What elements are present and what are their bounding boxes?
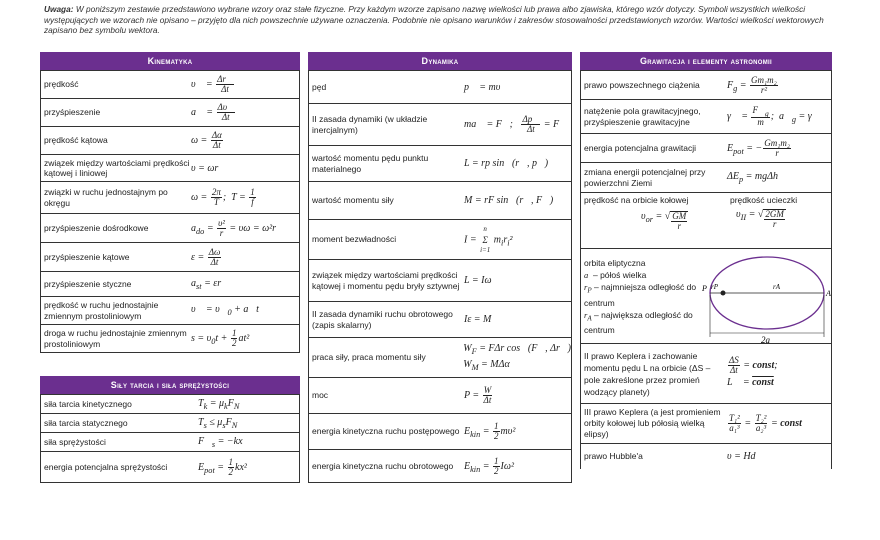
row-label: pęd	[312, 81, 327, 92]
tarcie-section	[40, 376, 300, 483]
table-row	[581, 343, 831, 403]
const-2: const	[752, 377, 774, 388]
formula-kinetic-friction: $T_k = \mu_kF_N$	[198, 397, 240, 411]
grawitacja-header: Grawitacja i elementy astronomii	[580, 52, 832, 70]
label-2a: 2a	[761, 335, 770, 345]
row-label: prędkość kątowa	[44, 135, 108, 146]
kinematyka-section	[40, 52, 300, 353]
row-label: związek między wartościami prędkości kątowej i liniowej	[44, 157, 190, 178]
table-row	[41, 213, 299, 242]
table-row	[41, 154, 299, 181]
formula-orbital-velocity: $\upsilon_{or}$ = √ $\frac{GM}{r}$	[641, 211, 687, 231]
legend-rp: $r_P$ – najmniejsza odległość do centrum	[584, 282, 697, 308]
table-row	[581, 70, 831, 99]
formula-rotational-second-law: Iε = M	[464, 314, 492, 325]
table-row	[309, 337, 571, 377]
table-row	[41, 242, 299, 271]
legend-a: a – półoś wielka	[584, 270, 647, 280]
table-row	[41, 324, 299, 352]
table-row	[41, 181, 299, 213]
row-label: energia kinetyczna ruchu postępowego	[312, 426, 460, 437]
formula-torque: M = rF sin∢(r⃗, F⃗)	[464, 195, 554, 206]
row-label: II zasada dynamiki (w układzie inercjalnym)	[312, 114, 428, 135]
ellipse-diagram	[703, 251, 831, 345]
row-label: prędkość w ruchu jednostajnie zmiennym prostoliniowym	[44, 300, 159, 321]
formula-kepler-2: $\frac{\Delta S}{\Delta t}$ = const; L⃗ = const	[727, 355, 778, 388]
legend-rp-desc: – najmniejsza odległość do centrum	[584, 282, 697, 308]
table-row	[41, 394, 299, 413]
grawitacja-section	[580, 52, 832, 469]
table-row	[309, 301, 571, 337]
table-row	[309, 259, 571, 301]
table-row	[41, 451, 299, 482]
table-row	[309, 377, 571, 413]
legend-a-desc: – półoś wielka	[592, 270, 647, 280]
label-P: P	[702, 284, 707, 293]
formula-angular-momentum: L = rp sin∢(r⃗, p⃗)	[464, 158, 549, 169]
row-label: przyśpieszenie styczne	[44, 278, 132, 289]
formula-newton-second: ma⃗ = F⃗; $\frac{\Delta p⃗}{\Delta t}$ = F⃗	[464, 114, 567, 134]
table-row	[41, 413, 299, 432]
note-text: W poniższym zestawie przedstawiono wybrane wzory oraz stałe fizyczne. Przy każdym wzorze zapisano nazwę wielkości lub prawa albo zjawiska, którego wzór dotyczy. Symboli wszystkich wielkości występujących we wzorach nie opisano – przyjęto dla nich powszechnie używane oznaczenia. Podobnie nie opisano warunków i zakresów stosowalności przedstawionych wzorów. Wartości wielkości wektorowych zapisano bez symbolu wektora.	[44, 4, 824, 36]
formula-centripetal: $a_{do}$ = $\frac{\text{υ²}}{r}$ = υω = ω²r	[191, 217, 277, 238]
formula-velocity: υ⃗ = $\frac{\Delta r⃗}{\Delta t}$	[191, 74, 233, 94]
table-row	[41, 98, 299, 126]
row-label: energia kinetyczna ruchu obrotowego	[312, 460, 454, 471]
row-label: II zasada dynamiki ruchu obrotowego (zapis skalarny)	[312, 309, 453, 330]
label-A: A	[826, 289, 831, 298]
formula-angular-velocity: ω = $\frac{\Delta\alpha}{\Delta t}$	[191, 130, 222, 150]
row-label: prędkość	[44, 79, 79, 90]
formula-field-strength: γ⃗ = $\frac{F⃗_g}{m}$ ; $a⃗_g$ = γ⃗	[727, 104, 820, 128]
formula-hubble: υ = Hd	[727, 451, 756, 462]
tarcie-table	[40, 394, 300, 483]
dynamika-header: Dynamika	[308, 52, 572, 70]
formula-moment-of-inertia: I = n Σ i=1 $m_ir_i^2$	[464, 224, 513, 254]
formula-static-friction: $T_s \le \mu_sF_N$	[198, 416, 238, 430]
kinematyka-header: Kinematyka	[40, 52, 300, 70]
table-row	[581, 162, 831, 192]
row-label: prawo powszechnego ciążenia	[584, 79, 700, 90]
row-label: moc	[312, 390, 329, 401]
row-label: praca siły, praca momentu siły	[312, 352, 426, 363]
table-row	[309, 181, 571, 219]
table-row	[581, 133, 831, 162]
legend-ra-desc: – największa odległość do centrum	[584, 309, 693, 336]
formula-v-omega-r: υ = ωr	[191, 162, 219, 174]
table-row	[309, 103, 571, 145]
table-row	[309, 219, 571, 259]
formula-kepler-3: $\frac{\text{T₁²}}{\text{a₁³}}$ = $\frac{\text{T₂²}}{\text{a₂³}}$ = const	[729, 413, 802, 433]
row-label: zmiana energii potencjalnej przy powierzchni Ziemi	[584, 167, 706, 188]
formula-work: $W_F = F\Delta r$ cos∢(F⃗, Δr⃗) $W_M = M\Delta\alpha$	[463, 342, 571, 372]
focus-point	[721, 291, 726, 296]
row-label: II prawo Keplera i zachowanie momentu pędu L na orbicie (ΔS – pole zakreślone przez promień wodzący planety)	[584, 350, 711, 397]
formula-elastic-energy: $E_{pot}$ = $\frac{1}{2}$ kx²	[198, 456, 247, 477]
formula-spring-force: $F⃗_s$ = −kx⃗	[198, 435, 251, 449]
formula-gravitation: $F_g$ = $\frac{\text{Gm₁m₂}}{\text{r²}}$	[727, 74, 777, 95]
formula-L-I-omega: L = Iω	[464, 275, 492, 286]
formula-distance: $s = \upsilon_0t$ + $\frac{1}{2}$ at²	[191, 328, 250, 348]
table-row	[41, 70, 299, 98]
formula-momentum: p⃗ = mυ⃗	[464, 81, 509, 93]
row-label: orbita eliptyczna	[584, 258, 646, 268]
formula-rotational-energy: $E_{kin}$ = $\frac{1}{2}$ Iω²	[464, 455, 514, 476]
table-row	[309, 70, 571, 103]
row-label: przyśpieszenie dośrodkowe	[44, 222, 149, 233]
formula-escape-velocity: $\upsilon_{II}$ = √ $\frac{2GM}{r}$	[736, 209, 784, 229]
table-row-ellipse	[581, 248, 831, 343]
tarcie-header: Siły tarcia i siła sprężystości	[40, 376, 300, 394]
row-label: siła tarcia statycznego	[44, 417, 128, 428]
formula-grav-potential-energy: $E_{pot}$ = − $\frac{\text{Gm₁m₂}}{r}$	[727, 137, 791, 158]
label-ra: rA	[773, 283, 780, 291]
table-row	[41, 432, 299, 451]
row-label: moment bezwładności	[312, 234, 397, 245]
table-row	[309, 449, 571, 482]
dynamika-section	[308, 52, 572, 483]
row-label: prawo Hubble'a	[584, 451, 643, 462]
table-row	[581, 99, 831, 133]
dynamika-table	[308, 70, 572, 483]
label-rp: rP	[711, 283, 718, 291]
kinematyka-table	[40, 70, 300, 353]
row-label: przyśpieszenie	[44, 107, 101, 118]
table-row	[309, 413, 571, 449]
ellipse-legend	[581, 257, 706, 336]
formula-acceleration: a⃗ = $\frac{\Delta\upsilon⃗}{\Delta t}$	[191, 102, 234, 122]
row-label-escape: prędkość ucieczki	[730, 195, 798, 205]
row-label: związek między wartościami prędkości kątowej i momentu pędu bryły sztywnej	[312, 270, 460, 291]
row-label: siła tarcia kinetycznego	[44, 398, 132, 409]
table-row	[309, 145, 571, 181]
legend-ra: $r_A$ – największa odległość do centrum	[584, 309, 693, 336]
formula-tangential: $a_{st} = \varepsilon r$	[191, 277, 222, 291]
row-label: III prawo Keplera (a jest promieniem orbity kołowej lub półosią wielką elipsy)	[584, 407, 721, 439]
row-label: związki w ruchu jednostajnym po okręgu	[44, 187, 168, 208]
table-row	[41, 271, 299, 296]
row-label: wartość momentu pędu punktu materialnego	[312, 153, 429, 174]
formula-circular-motion: ω = $\frac{2\pi}{T}$ ; T = $\frac{1}{f}$	[191, 187, 255, 207]
table-row	[581, 192, 831, 248]
row-label: siła sprężystości	[44, 436, 106, 447]
row-label: prędkość na orbicie kołowej	[584, 195, 689, 205]
left-border	[580, 70, 581, 469]
formula-uniform-accel-velocity: υ⃗ = $\upsilon⃗_0$ + a⃗t	[191, 304, 259, 317]
row-label: droga w ruchu jednostajnie zmiennym prostoliniowym	[44, 328, 187, 349]
formula-delta-ep: $\Delta E_p = mg\Delta h$	[727, 171, 778, 184]
row-label: energia potencjalna sprężystości	[44, 461, 168, 472]
table-row	[41, 126, 299, 154]
formula-angular-acceleration: ε = $\frac{\Delta\omega}{\Delta t}$	[191, 246, 221, 267]
intro-note	[44, 4, 844, 36]
row-label: natężenie pola grawitacyjnego, przyśpieszenie grawitacyjne	[584, 106, 701, 127]
note-lead: Uwaga:	[44, 4, 74, 14]
row-label: przyśpieszenie kątowe	[44, 251, 130, 262]
grawitacja-table	[580, 70, 832, 469]
row-label: energia potencjalna grawitacji	[584, 142, 696, 153]
formula-kinetic-energy: $E_{kin}$ = $\frac{1}{2}$ mυ²	[464, 421, 516, 441]
const-3: const	[780, 417, 802, 429]
table-row	[581, 443, 831, 469]
formula-power: P = $\frac{W}{\Delta t}$	[464, 385, 492, 405]
table-row	[41, 296, 299, 324]
row-label: wartość momentu siły	[312, 195, 394, 206]
table-row	[581, 403, 831, 443]
const-1: const	[752, 359, 775, 371]
